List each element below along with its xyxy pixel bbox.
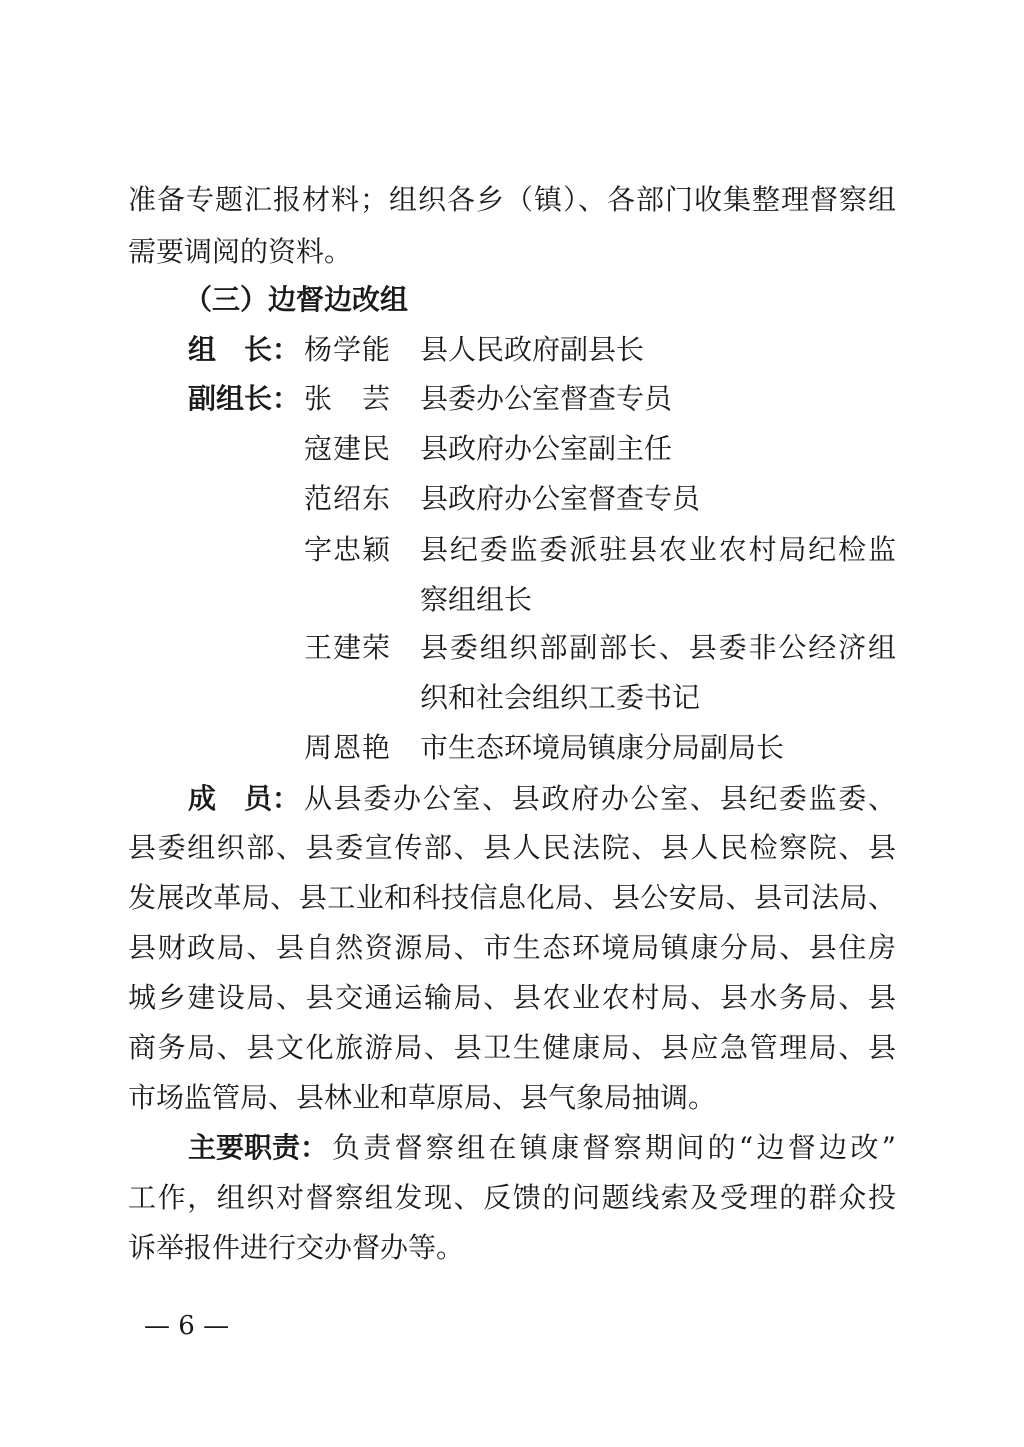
- members-line: 市场监管局、县林业和草原局、县气象局抽调。: [128, 1081, 717, 1114]
- deputy-name: 范绍东: [304, 482, 390, 515]
- page-number: — 6 —: [144, 1311, 230, 1341]
- deputy-name: 字忠颖: [304, 533, 390, 566]
- members-line: 县财政局、县自然资源局、市生态环境局镇康分局、县住房: [128, 931, 896, 964]
- duties-role-label: 主要职责：: [188, 1131, 329, 1164]
- leader-post: 县人民政府副县长: [420, 333, 645, 366]
- section-heading: （三）边督边改组: [184, 283, 409, 316]
- duties-line: 负责督察组在镇康督察期间的“边督边改”: [332, 1131, 896, 1164]
- deputy-name: 王建荣: [304, 631, 390, 664]
- members-line: 发展改革局、县工业和科技信息化局、县公安局、县司法局、: [128, 881, 896, 914]
- deputy-name: 寇建民: [304, 432, 390, 465]
- members-line: 商务局、县文化旅游局、县卫生健康局、县应急管理局、县: [128, 1031, 896, 1064]
- paragraph-line: 需要调阅的资料。: [128, 235, 353, 268]
- leader-role-label: 组 长：: [188, 333, 301, 366]
- members-line: 县委组织部、县委宣传部、县人民法院、县人民检察院、县: [128, 831, 896, 864]
- deputy-post: 市生态环境局镇康分局副局长: [420, 731, 785, 764]
- deputy-post: 县委组织部副部长、县委非公经济组: [420, 631, 896, 664]
- members-role-label: 成 员：: [188, 782, 301, 815]
- paragraph-line: 准备专题汇报材料；组织各乡（镇）、各部门收集整理督察组: [128, 183, 896, 216]
- duties-line: 诉举报件进行交办督办等。: [128, 1231, 465, 1264]
- deputy-post: 县委办公室督查专员: [420, 382, 673, 415]
- deputy-name: 周恩艳: [304, 731, 390, 764]
- deputy-post-continued: 察组组长: [420, 583, 533, 616]
- members-line: 从县委办公室、县政府办公室、县纪委监委、: [304, 782, 896, 815]
- deputy-post: 县政府办公室督查专员: [420, 482, 701, 515]
- deputy-name: 张 芸: [304, 382, 390, 415]
- members-line: 城乡建设局、县交通运输局、县农业农村局、县水务局、县: [128, 981, 896, 1014]
- deputy-post-continued: 织和社会组织工委书记: [420, 681, 701, 714]
- deputy-post: 县纪委监委派驻县农业农村局纪检监: [420, 533, 896, 566]
- deputy-post: 县政府办公室副主任: [420, 432, 673, 465]
- leader-name: 杨学能: [304, 333, 390, 366]
- deputy-role-label: 副组长：: [188, 382, 301, 415]
- duties-line: 工作，组织对督察组发现、反馈的问题线索及受理的群众投: [128, 1181, 896, 1214]
